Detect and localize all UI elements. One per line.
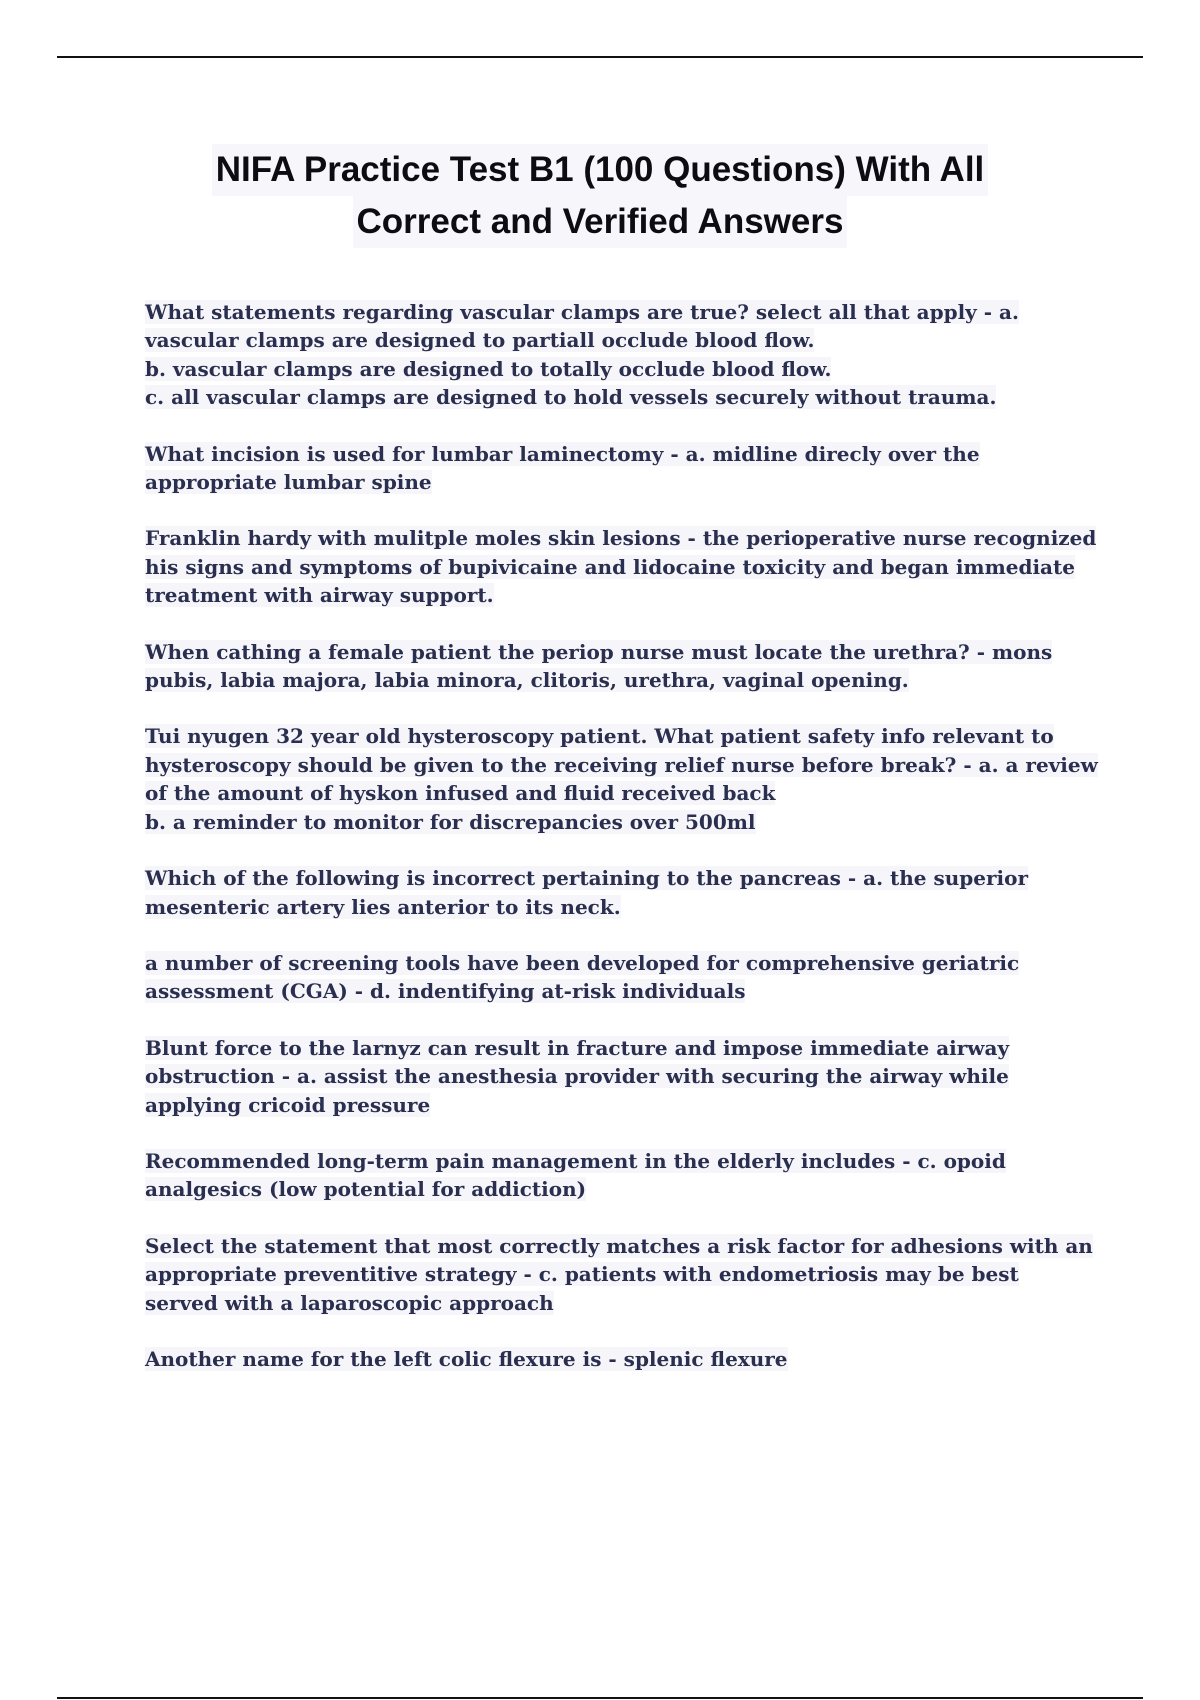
qa-line: What statements regarding vascular clamps are true? select all that apply - a. <box>145 300 1019 324</box>
qa-line: What incision is used for lumbar laminectomy - a. midline direcly over the <box>145 441 980 466</box>
qa-line: appropriate preventitive strategy - c. patients with endometriosis may be best <box>145 1262 1019 1287</box>
qa-item <box>145 949 1095 1006</box>
qa-line: pubis, labia majora, labia minora, clitoris, urethra, vaginal opening. <box>145 668 909 693</box>
qa-line: c. all vascular clamps are designed to hold vessels securely without trauma. <box>145 385 997 410</box>
qa-item <box>145 1034 1095 1119</box>
qa-line: of the amount of hyskon infused and fluid received back <box>145 781 776 806</box>
qa-list <box>145 298 1098 1401</box>
qa-line: Franklin hardy with mulitple moles skin lesions - the perioperative nurse recognized <box>145 526 1097 551</box>
qa-line: his signs and symptoms of bupivicaine and lidocaine toxicity and began immediate <box>145 554 1075 579</box>
qa-line: hysteroscopy should be given to the receiving relief nurse before break? - a. a review <box>145 752 1098 777</box>
qa-item <box>145 1345 1095 1373</box>
qa-item <box>145 1147 1095 1204</box>
bottom-rule <box>57 1697 1143 1699</box>
qa-line: b. a reminder to monitor for discrepancies over 500ml <box>145 809 756 834</box>
qa-line: served with a laparoscopic approach <box>145 1290 554 1315</box>
qa-line: b. vascular clamps are designed to totally occlude blood flow. <box>145 356 832 381</box>
qa-line: Another name for the left colic flexure is - splenic flexure <box>145 1346 788 1371</box>
qa-line: Tui nyugen 32 year old hysteroscopy patient. What patient safety info relevant to <box>145 724 1054 749</box>
qa-line: Recommended long-term pain management in the elderly includes - c. opoid <box>145 1148 1006 1173</box>
qa-line: Blunt force to the larnyz can result in fracture and impose immediate airway <box>145 1035 1010 1060</box>
qa-line: analgesics (low potential for addiction) <box>145 1177 587 1202</box>
qa-line: vascular clamps are designed to partiall occlude blood flow. <box>145 328 815 353</box>
qa-item <box>145 638 1095 695</box>
qa-item <box>145 722 1098 836</box>
qa-item <box>145 440 1095 497</box>
qa-line: applying cricoid pressure <box>145 1092 431 1117</box>
qa-line: appropriate lumbar spine <box>145 470 432 495</box>
qa-line: assessment (CGA) - d. indentifying at-risk individuals <box>145 979 746 1004</box>
qa-line: a number of screening tools have been developed for comprehensive geriatric <box>145 950 1020 975</box>
qa-item <box>145 524 1095 609</box>
qa-line: obstruction - a. assist the anesthesia provider with securing the airway while <box>145 1064 1009 1089</box>
title-line: NIFA Practice Test B1 (100 Questions) With All <box>212 144 989 196</box>
qa-line: mesenteric artery lies anterior to its neck. <box>145 894 621 919</box>
qa-line: treatment with airway support. <box>145 583 494 608</box>
qa-item <box>145 298 1095 412</box>
page-title <box>60 144 1140 248</box>
qa-line: Which of the following is incorrect pertaining to the pancreas - a. the superior <box>145 866 1029 891</box>
title-line: Correct and Verified Answers <box>353 196 848 248</box>
qa-line: Select the statement that most correctly matches a risk factor for adhesions with an <box>145 1233 1093 1258</box>
qa-line: When cathing a female patient the periop nurse must locate the urethra? - mons <box>145 639 1053 664</box>
qa-item <box>145 1232 1095 1317</box>
qa-item <box>145 864 1095 921</box>
top-rule <box>57 56 1143 58</box>
